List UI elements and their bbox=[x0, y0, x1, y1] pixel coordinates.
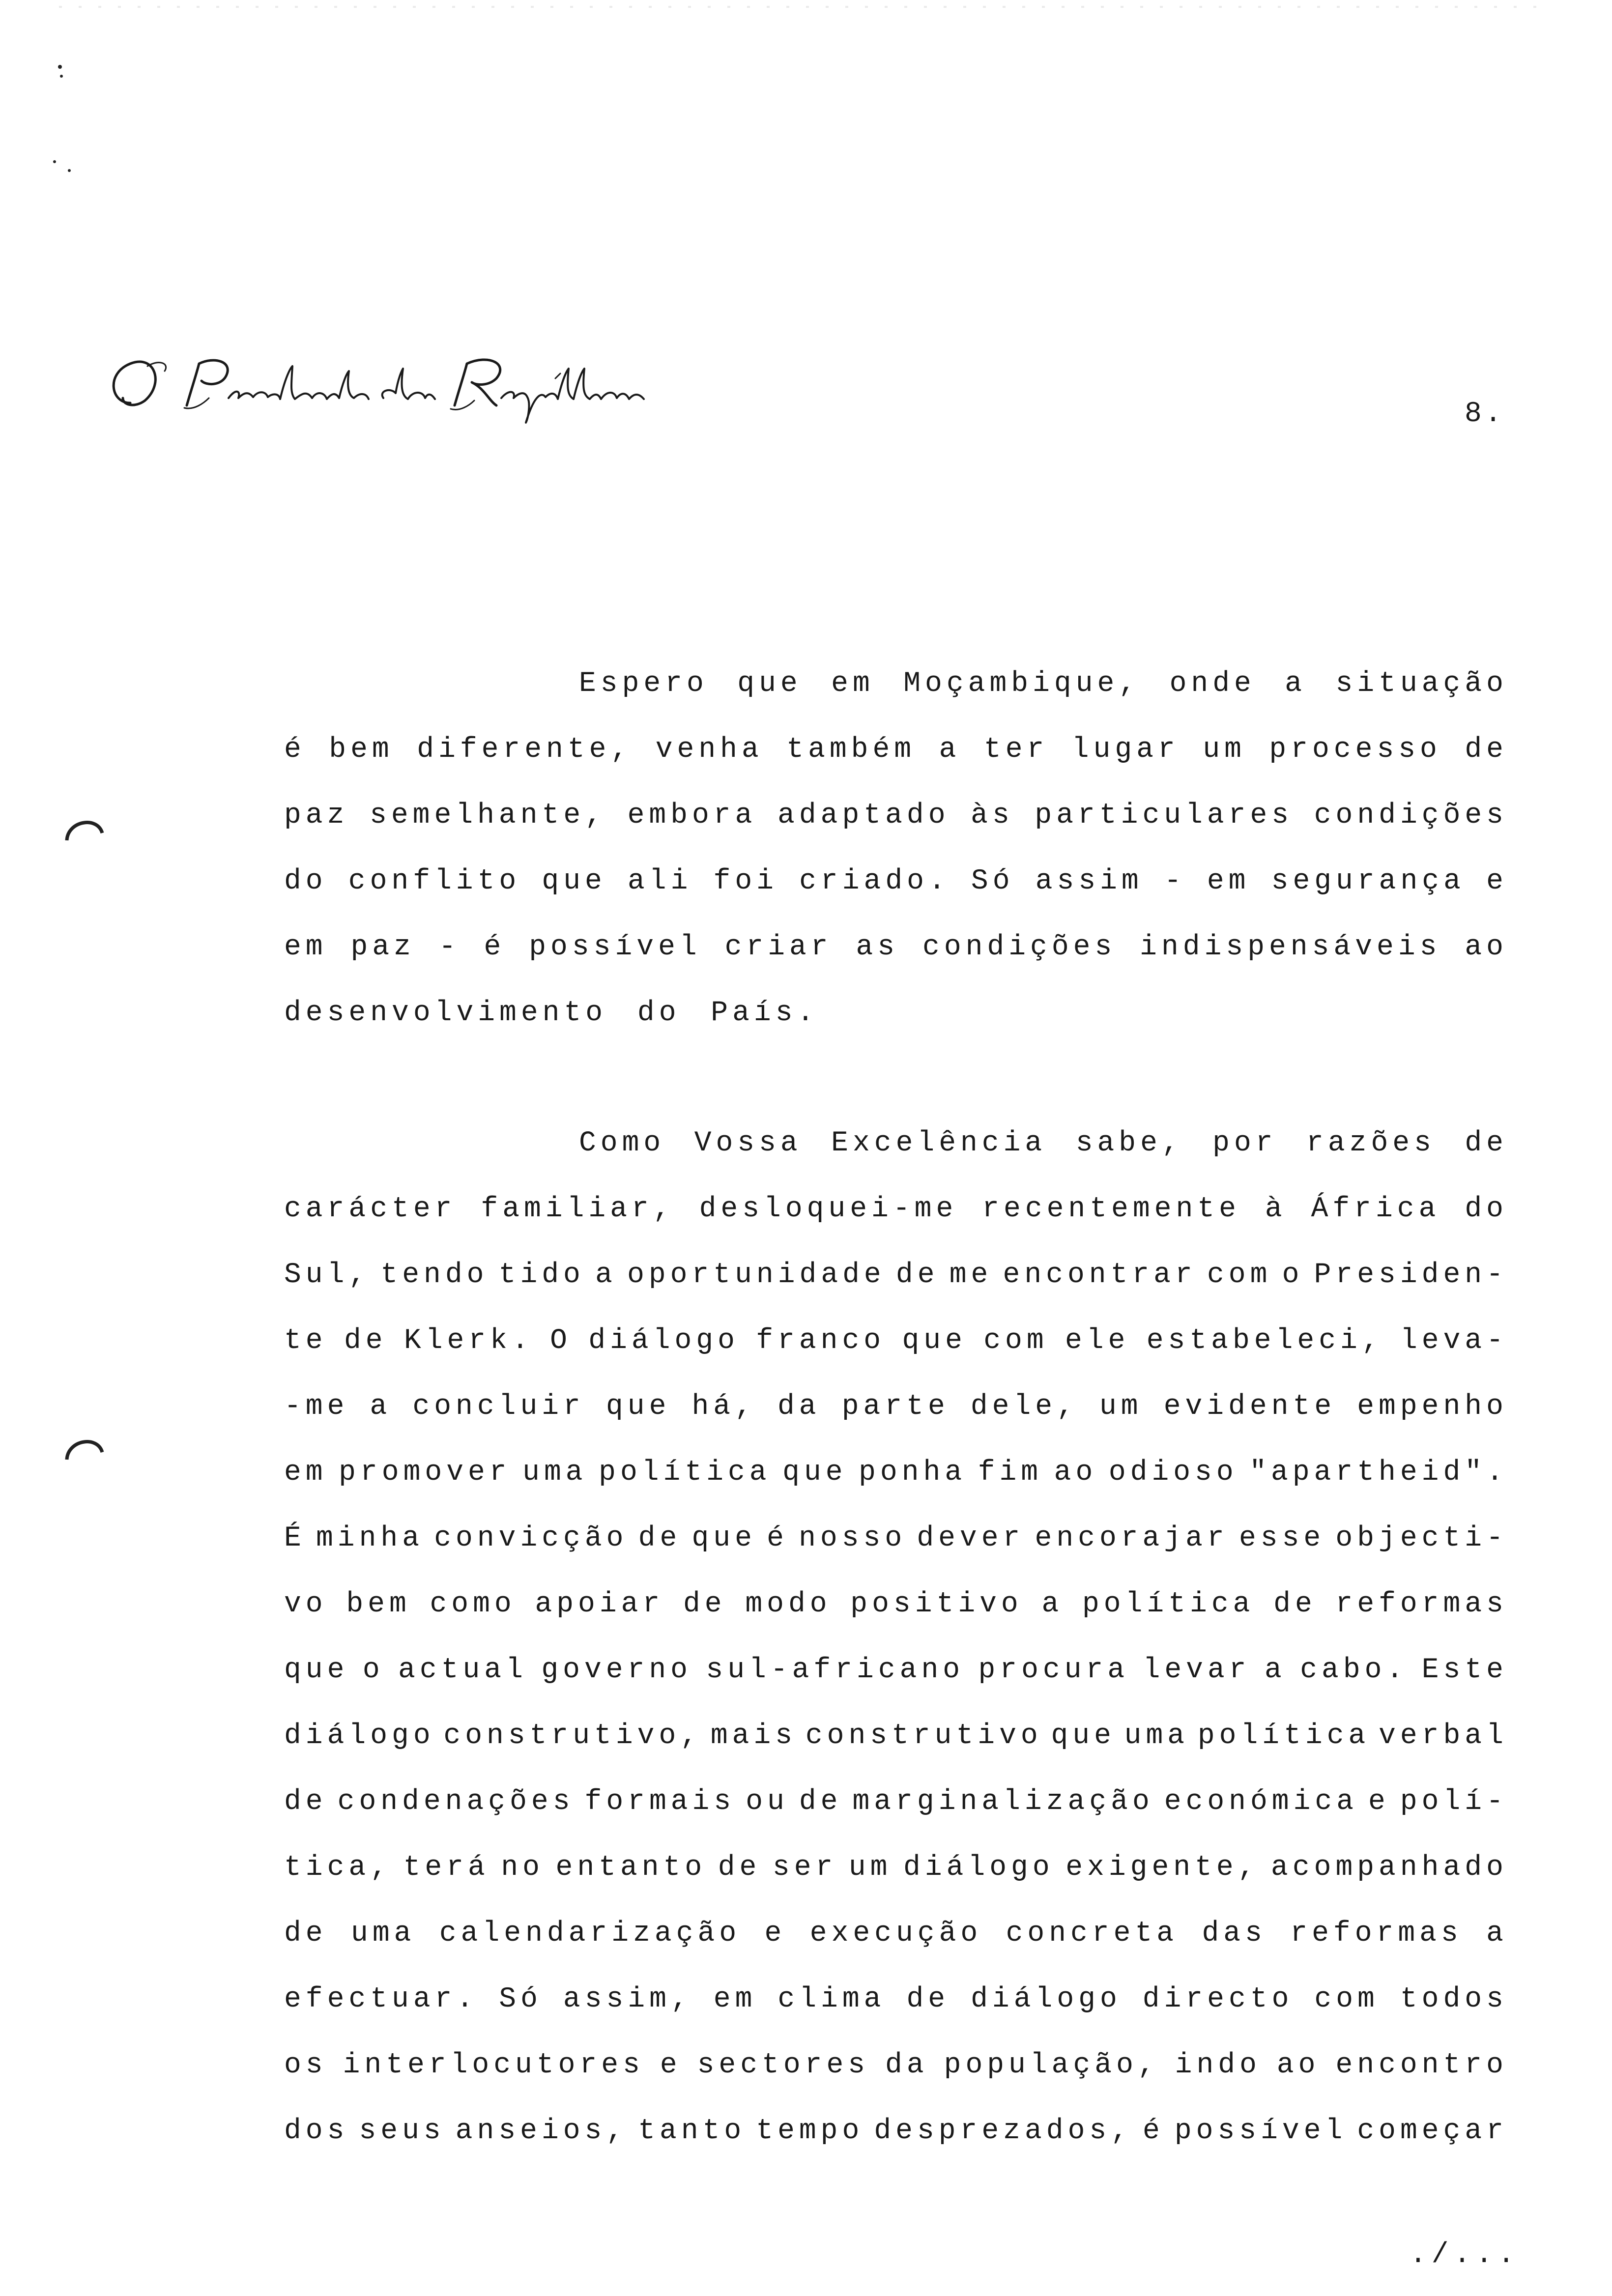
word: Presiden- bbox=[1314, 1259, 1508, 1291]
word: modo bbox=[745, 1588, 832, 1620]
word: É bbox=[284, 1522, 306, 1554]
word: leva- bbox=[1400, 1325, 1508, 1357]
word: de bbox=[344, 1325, 387, 1357]
text-line bbox=[284, 1967, 1508, 2033]
text-line bbox=[284, 651, 1508, 717]
word: razões bbox=[1306, 1127, 1436, 1159]
word: o bbox=[1282, 1259, 1304, 1291]
word: o bbox=[362, 1654, 384, 1686]
word: indo bbox=[1175, 2049, 1261, 2081]
word: os bbox=[284, 2049, 327, 2081]
word: por bbox=[1212, 1127, 1277, 1159]
word: efectuar. bbox=[284, 1983, 478, 2015]
word: à bbox=[1265, 1193, 1287, 1225]
word: Este bbox=[1421, 1654, 1508, 1686]
text-line bbox=[284, 1242, 1508, 1308]
word: calendarização bbox=[439, 1918, 741, 1950]
word: começar bbox=[1357, 2115, 1508, 2147]
word: paz bbox=[350, 931, 415, 963]
word: de bbox=[284, 1786, 327, 1818]
word: venha bbox=[655, 734, 763, 766]
word: um bbox=[1099, 1391, 1143, 1423]
word: em bbox=[284, 1457, 327, 1489]
text-line bbox=[284, 1703, 1508, 1769]
word: fim bbox=[978, 1457, 1043, 1489]
word: uma bbox=[1124, 1720, 1189, 1752]
word: de bbox=[799, 1786, 842, 1818]
word: marginalização bbox=[852, 1786, 1154, 1818]
word: condições bbox=[1314, 800, 1508, 832]
word: encontro bbox=[1335, 2049, 1508, 2081]
word: assim bbox=[1035, 865, 1143, 897]
text-line bbox=[284, 717, 1508, 783]
word: ser bbox=[772, 1852, 837, 1884]
word: ao bbox=[1276, 2049, 1320, 2081]
word: diferente, bbox=[417, 734, 633, 766]
word: polí- bbox=[1400, 1786, 1508, 1818]
word: África bbox=[1311, 1193, 1440, 1225]
text-line bbox=[284, 1637, 1508, 1703]
word: uma bbox=[522, 1457, 587, 1489]
word: construtivo bbox=[805, 1720, 1042, 1752]
word: exigente, bbox=[1065, 1852, 1260, 1884]
word: Só bbox=[971, 865, 1014, 897]
word: da bbox=[777, 1391, 821, 1423]
word: particulares bbox=[1035, 800, 1294, 832]
word: de bbox=[1465, 1127, 1508, 1159]
word: em bbox=[713, 1983, 757, 2015]
word: com bbox=[983, 1325, 1048, 1357]
word: ao bbox=[1465, 931, 1508, 963]
word: directo bbox=[1142, 1983, 1294, 2015]
scan-speck bbox=[53, 160, 56, 163]
word: assim, bbox=[563, 1983, 692, 2015]
word: sabe, bbox=[1075, 1127, 1183, 1159]
word: Klerk. bbox=[403, 1325, 533, 1357]
word: criado. bbox=[799, 865, 950, 897]
word: clima bbox=[777, 1983, 886, 2015]
continuation-mark: ./... bbox=[1410, 2239, 1520, 2271]
word: de bbox=[895, 1259, 939, 1291]
word: objecti- bbox=[1335, 1522, 1508, 1554]
word: condições bbox=[922, 931, 1117, 963]
word: reformas bbox=[1290, 1918, 1463, 1950]
word: que bbox=[782, 1457, 847, 1489]
word: diálogo bbox=[284, 1720, 435, 1752]
word: esse bbox=[1238, 1522, 1325, 1554]
word: recentemente bbox=[982, 1193, 1240, 1225]
word: situação bbox=[1335, 668, 1508, 700]
text-line bbox=[284, 1440, 1508, 1506]
word: às bbox=[971, 800, 1014, 832]
word: Vossa bbox=[694, 1127, 802, 1159]
text-line bbox=[284, 1177, 1508, 1242]
text-line bbox=[284, 783, 1508, 849]
word: tica, bbox=[284, 1852, 392, 1884]
word: a bbox=[1265, 1654, 1286, 1686]
word: ele bbox=[1065, 1325, 1130, 1357]
word: condenações bbox=[337, 1786, 575, 1818]
word: ali bbox=[627, 865, 692, 897]
word: levar bbox=[1143, 1654, 1251, 1686]
word: Moçambique, bbox=[903, 668, 1141, 700]
word: me bbox=[949, 1259, 993, 1291]
word: e bbox=[1368, 1786, 1390, 1818]
word: verbal bbox=[1379, 1720, 1508, 1752]
word: familiar, bbox=[481, 1193, 675, 1225]
word: - bbox=[1164, 865, 1186, 897]
word: a bbox=[939, 734, 961, 766]
word: conflito bbox=[348, 865, 521, 897]
word: económica bbox=[1164, 1786, 1358, 1818]
word: construtivo, bbox=[443, 1720, 702, 1752]
word: Só bbox=[499, 1983, 542, 2015]
word: também bbox=[786, 734, 916, 766]
word: segurança bbox=[1271, 865, 1465, 897]
word: que bbox=[737, 668, 802, 700]
word: dele, bbox=[970, 1391, 1078, 1423]
word: foi bbox=[713, 865, 778, 897]
text-line bbox=[284, 1506, 1508, 1572]
word: todos bbox=[1400, 1983, 1508, 2015]
word: como bbox=[430, 1588, 516, 1620]
word: há, bbox=[691, 1391, 756, 1423]
word: de bbox=[638, 1522, 682, 1554]
word: que bbox=[284, 1654, 349, 1686]
word: as bbox=[856, 931, 899, 963]
word: de bbox=[1273, 1588, 1317, 1620]
word: é bbox=[484, 931, 506, 963]
word: de bbox=[718, 1852, 761, 1884]
word: Sul, bbox=[284, 1259, 371, 1291]
word: mais bbox=[710, 1720, 797, 1752]
word: estabeleci, bbox=[1146, 1325, 1383, 1357]
text-line bbox=[284, 1901, 1508, 1967]
word: -me bbox=[284, 1391, 349, 1423]
scan-speck bbox=[68, 169, 71, 172]
word: dever bbox=[917, 1522, 1025, 1554]
scan-speck bbox=[60, 75, 63, 78]
word: vo bbox=[284, 1588, 327, 1620]
punch-hole-mark bbox=[63, 813, 105, 843]
word: embora bbox=[627, 800, 757, 832]
word: cabo. bbox=[1300, 1654, 1408, 1686]
text-line bbox=[284, 1572, 1508, 1637]
word: concluir bbox=[412, 1391, 585, 1423]
punch-hole-mark bbox=[63, 1433, 105, 1462]
word: interlocutores bbox=[343, 2049, 644, 2081]
word: de bbox=[284, 1918, 327, 1950]
text-line bbox=[284, 1769, 1508, 1835]
word: desprezados, bbox=[874, 2115, 1132, 2147]
word: que bbox=[605, 1391, 671, 1423]
word: tido bbox=[498, 1259, 585, 1291]
text-line: desenvolvimento do País. bbox=[284, 997, 819, 1029]
word: apoiar bbox=[535, 1588, 664, 1620]
word: paz bbox=[284, 800, 349, 832]
word: semelhante, bbox=[370, 800, 606, 832]
word: te bbox=[284, 1325, 327, 1357]
word: reformas bbox=[1335, 1588, 1508, 1620]
word: é bbox=[284, 734, 306, 766]
word: diálogo bbox=[588, 1325, 739, 1357]
word: anseios, bbox=[455, 2115, 628, 2147]
word: de bbox=[906, 1983, 950, 2015]
word: indispensáveis bbox=[1140, 931, 1441, 963]
word: evidente bbox=[1163, 1391, 1336, 1423]
word: odioso bbox=[1108, 1457, 1238, 1489]
text-line bbox=[284, 915, 1508, 980]
word: Como bbox=[579, 1127, 665, 1159]
text-line bbox=[284, 1111, 1508, 1177]
word: positivo bbox=[850, 1588, 1023, 1620]
word: parte bbox=[841, 1391, 950, 1423]
word: acompanhado bbox=[1271, 1852, 1508, 1884]
word: promover bbox=[339, 1457, 511, 1489]
word: - bbox=[438, 931, 461, 963]
word: diálogo bbox=[903, 1852, 1054, 1884]
word: política bbox=[599, 1457, 771, 1489]
word: terá bbox=[403, 1852, 489, 1884]
word: ou bbox=[746, 1786, 789, 1818]
paragraph bbox=[284, 1111, 1508, 2164]
word: Espero bbox=[579, 668, 708, 700]
scan-noise bbox=[59, 6, 1553, 8]
word: com bbox=[1314, 1983, 1379, 2015]
text-line bbox=[284, 2033, 1508, 2098]
word: que bbox=[1051, 1720, 1116, 1752]
word: ter bbox=[983, 734, 1049, 766]
word: O bbox=[550, 1325, 572, 1357]
word: criar bbox=[724, 931, 833, 963]
word: que bbox=[542, 865, 606, 897]
word: oportunidade bbox=[627, 1259, 886, 1291]
word: e bbox=[660, 2049, 682, 2081]
letterhead-script bbox=[101, 344, 691, 428]
word: execução bbox=[809, 1918, 982, 1950]
word: que bbox=[902, 1325, 967, 1357]
word: desloquei-me bbox=[699, 1193, 958, 1225]
word: possível bbox=[1174, 2115, 1347, 2147]
word: onde bbox=[1169, 668, 1256, 700]
word: processo bbox=[1269, 734, 1441, 766]
word: Excelência bbox=[831, 1127, 1047, 1159]
word: diálogo bbox=[971, 1983, 1122, 2015]
word: a bbox=[1041, 1588, 1064, 1620]
word: é bbox=[767, 1522, 788, 1554]
word: e bbox=[1486, 865, 1508, 897]
word: em bbox=[1207, 865, 1250, 897]
word: dos bbox=[284, 2115, 349, 2147]
word: bem bbox=[346, 1588, 411, 1620]
word: lugar bbox=[1071, 734, 1180, 766]
word: um bbox=[1203, 734, 1246, 766]
word: do bbox=[284, 865, 327, 897]
paragraph bbox=[284, 651, 1508, 1046]
word: tempo bbox=[756, 2115, 864, 2147]
text-line bbox=[284, 1308, 1508, 1374]
scan-speck bbox=[58, 65, 62, 69]
word: com bbox=[1207, 1259, 1272, 1291]
word: franco bbox=[756, 1325, 886, 1357]
word: "apartheid". bbox=[1249, 1457, 1508, 1489]
word: é bbox=[1143, 2115, 1164, 2147]
word: possível bbox=[529, 931, 701, 963]
word: formais bbox=[584, 1786, 736, 1818]
word: em bbox=[831, 668, 874, 700]
page-number: 8. bbox=[1465, 398, 1505, 430]
word: a bbox=[595, 1259, 617, 1291]
word: carácter bbox=[284, 1193, 457, 1225]
word: em bbox=[284, 931, 327, 963]
word: população, bbox=[944, 2049, 1159, 2081]
word: nosso bbox=[799, 1522, 907, 1554]
word: tendo bbox=[380, 1259, 489, 1291]
word: de bbox=[1465, 734, 1508, 766]
word: governo bbox=[541, 1654, 692, 1686]
word: seus bbox=[359, 2115, 445, 2147]
word: convicção bbox=[434, 1522, 628, 1554]
word: um bbox=[848, 1852, 892, 1884]
word: a bbox=[370, 1391, 392, 1423]
word: empenho bbox=[1357, 1391, 1508, 1423]
word: minha bbox=[316, 1522, 424, 1554]
text-line bbox=[284, 2098, 1508, 2164]
word: procura bbox=[978, 1654, 1129, 1686]
word: sul-africano bbox=[706, 1654, 965, 1686]
word: ao bbox=[1054, 1457, 1097, 1489]
word: encontrar bbox=[1003, 1259, 1197, 1291]
word: política bbox=[1082, 1588, 1255, 1620]
word: bem bbox=[329, 734, 394, 766]
word: ponha bbox=[859, 1457, 967, 1489]
word: das bbox=[1202, 1918, 1267, 1950]
word: da bbox=[885, 2049, 928, 2081]
word: concreta bbox=[1006, 1918, 1179, 1950]
word: actual bbox=[398, 1654, 527, 1686]
word: política bbox=[1197, 1720, 1370, 1752]
word: e bbox=[764, 1918, 786, 1950]
word: de bbox=[683, 1588, 726, 1620]
text-line bbox=[284, 1835, 1508, 1901]
word: tanto bbox=[638, 2115, 746, 2147]
word: uma bbox=[351, 1918, 416, 1950]
word: sectores bbox=[697, 2049, 870, 2081]
word: no bbox=[501, 1852, 544, 1884]
word: adaptado bbox=[777, 800, 950, 832]
word: que bbox=[691, 1522, 756, 1554]
text-line bbox=[284, 849, 1508, 915]
word: encorajar bbox=[1035, 1522, 1229, 1554]
word: do bbox=[1465, 1193, 1508, 1225]
word: a bbox=[1486, 1918, 1508, 1950]
text-line bbox=[284, 1374, 1508, 1440]
word: a bbox=[1285, 668, 1307, 700]
word: entanto bbox=[555, 1852, 707, 1884]
